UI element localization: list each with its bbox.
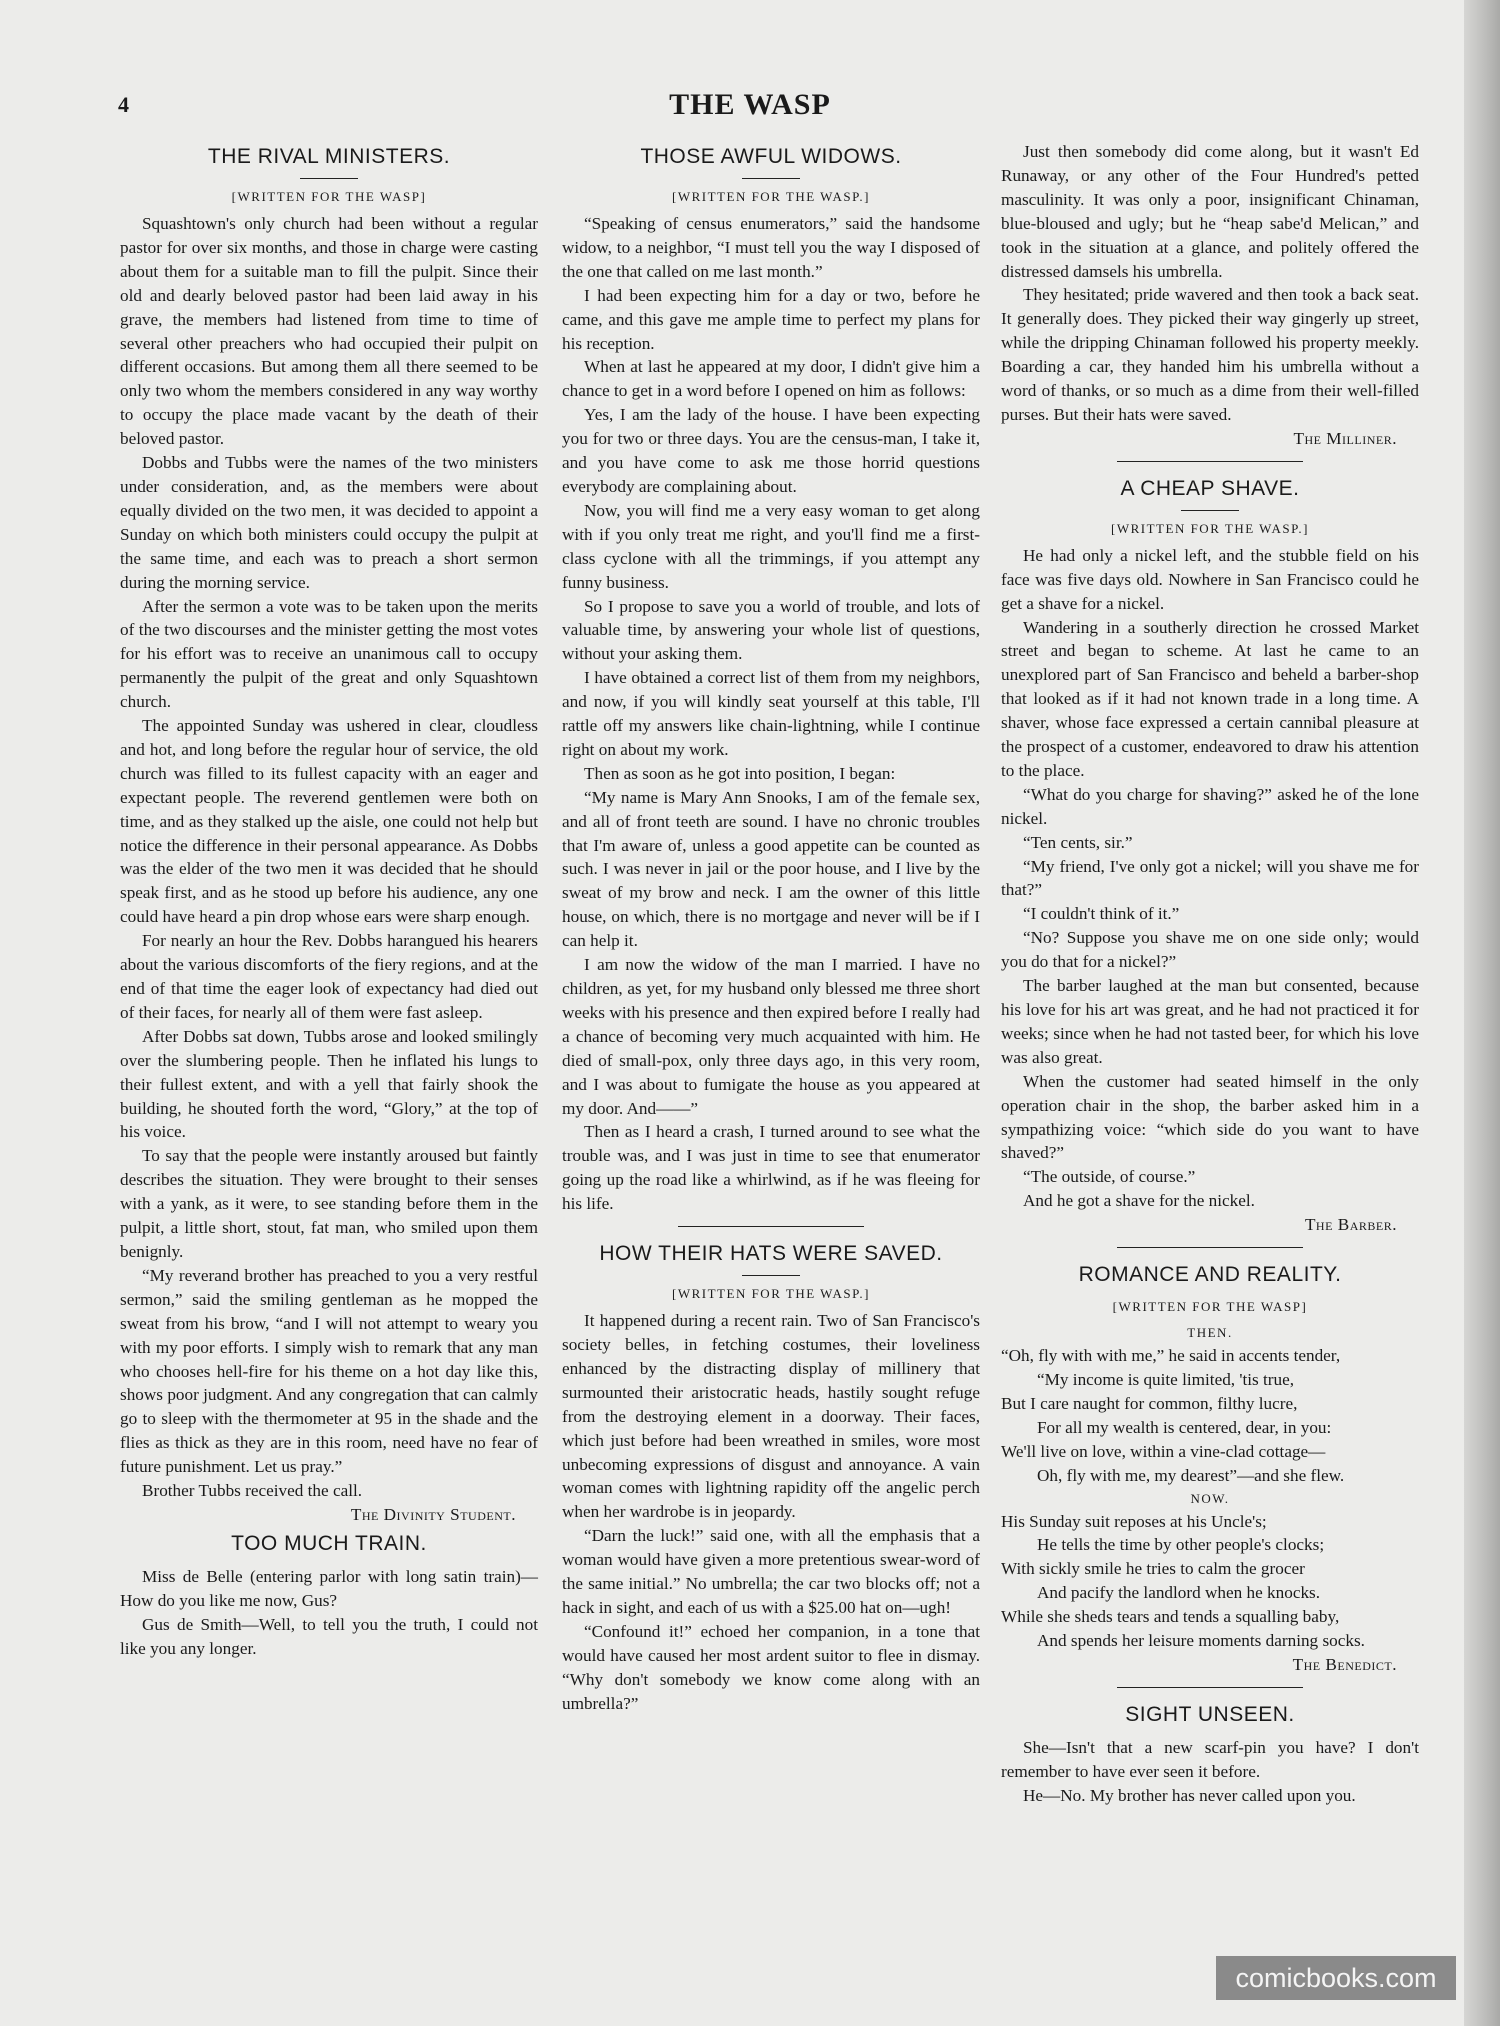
section-rule: [1117, 461, 1303, 462]
written-for-note: [WRITTEN FOR THE WASP]: [1112, 1299, 1308, 1315]
written-for-note: [WRITTEN FOR THE WASP.]: [672, 189, 870, 204]
paragraph: It happened during a recent rain. Two of San Francisco's society belles, in fetching costumes, their loveliness enhanced by the distracting display of millinery that surmounted their aristocratic heads, hastily sought refuge from the destroying element in a doorway. Their faces, which just before had been wreathed in smiles, wore most unbecoming expressions of disgust and annoyance. A vain woman comes with lightning rapidity off the angelic perch when her wardrobe is in jeopardy.: [562, 1311, 980, 1522]
paragraph: I have obtained a correct list of them from my neighbors, and now, if you will kindly seat yourself at this table, I'll rattle off my answers like chain-lightning, while I continue right on about my work.: [562, 668, 980, 759]
written-for-note: [WRITTEN FOR THE WASP.]: [1111, 520, 1309, 536]
paragraph: He—No. My brother has never called upon you.: [1023, 1785, 1356, 1805]
short-rule: [742, 178, 800, 179]
paragraph: After Dobbs sat down, Tubbs arose and looked smilingly over the slumbering people. Then he inflated his lungs to their fullest extent, and with a yell that fairly shook the building, he shouted forth the word, “Glory,” at the top of his voice.: [120, 1026, 538, 1142]
verse-heading: NOW.: [1190, 1490, 1230, 1506]
verse-line-indented: “My income is quite limited, 'tis true,: [1037, 1369, 1295, 1389]
written-for-note: [WRITTEN FOR THE WASP]: [231, 189, 427, 204]
paragraph: Then as I heard a crash, I turned around to see what the trouble was, and I was just in time to see that enumerator going up the road like a whirlwind, as if he was fleeing for his life.: [562, 1122, 980, 1214]
paragraph: When the customer had seated himself in the only operation chair in the shop, the barber asked him in a sympathizing voice: “which side do you want to have shaved?”: [1001, 1071, 1419, 1163]
section-rule: [1117, 1687, 1303, 1688]
page-number: 4: [118, 92, 129, 117]
article-title: ROMANCE AND REALITY.: [1078, 1263, 1342, 1287]
paragraph: Miss de Belle (entering parlor with long satin train)—How do you like me now, Gus?: [120, 1566, 538, 1610]
paragraph: Wandering in a southerly direction he crossed Market street and began to scheme. At last he came to an unexplored part of San Francisco and beheld a barber-shop that looked as if it had not known trade in a long time. A shaver, whose face expressed a certain cannibal pleasure at the prospect of a customer, endeavored to draw his attention to the place.: [1001, 617, 1419, 780]
article-title: TOO MUCH TRAIN.: [231, 1531, 427, 1555]
verse-line-indented: He tells the time by other people's clocks;: [1037, 1535, 1325, 1555]
paragraph: For nearly an hour the Rev. Dobbs harangued his hearers about the various discomforts of the fiery regions, and at the end of that time the eager look of expectancy had died out of their faces, for nearly all of them were fast asleep.: [120, 931, 538, 1022]
paragraph: And he got a shave for the nickel.: [1023, 1191, 1255, 1211]
column-2: [562, 140, 980, 1715]
article-title: THOSE AWFUL WIDOWS.: [640, 145, 902, 168]
verse-line: With sickly smile he tries to calm the grocer: [1001, 1559, 1305, 1579]
byline-signature: The Benedict.: [1292, 1654, 1397, 1674]
verse-line: But I care naught for common, filthy lucre,: [1001, 1393, 1298, 1413]
column-1: [120, 140, 538, 1660]
page-edge-shadow: [1464, 0, 1500, 2026]
short-rule: [742, 1275, 800, 1276]
paragraph: Then as soon as he got into position, I began:: [584, 763, 896, 783]
paragraph: “My name is Mary Ann Snooks, I am of the female sex, and all of front teeth are sound. I have no chronic troubles that I'm aware of, unless a good appetite can be counted as such. I was never in jail or the poor house, and I live by the sweat of my brow and neck. I am the owner of this little house, on which, there is no mortgage and never will be if I can help it.: [562, 787, 980, 951]
paragraph: “What do you charge for shaving?” asked he of the lone nickel.: [1001, 784, 1419, 828]
verse-line-indented: And spends her leisure moments darning socks.: [1037, 1631, 1365, 1651]
article-title: A CHEAP SHAVE.: [1120, 476, 1300, 500]
paragraph: Yes, I am the lady of the house. I have been expecting you for two or three days. You are the census-man, I take it, and you have come to ask me those horrid questions everybody are complaining about.: [562, 405, 980, 496]
paragraph: “I couldn't think of it.”: [1023, 904, 1180, 924]
verse-line: While she sheds tears and tends a squalling baby,: [1001, 1607, 1340, 1627]
paragraph: They hesitated; pride wavered and then took a back seat. It generally does. They picked their way gingerly up street, while the dripping Chinaman followed his property meekly. Boarding a car, they handed him his umbrella without a word of thanks, or so much as a dime from their well-filled purses. But their hats were saved.: [1001, 285, 1419, 424]
byline-signature: The Milliner.: [1293, 428, 1397, 448]
paragraph: To say that the people were instantly aroused but faintly describes the situation. They were brought to their senses with a yank, as it were, to see standing before them in the pulpit, a little short, stout, fat man, who smiled upon them benignly.: [120, 1146, 538, 1261]
paragraph: Brother Tubbs received the call.: [142, 1481, 363, 1501]
paragraph: She—Isn't that a new scarf-pin you have? I don't remember to have ever seen it before.: [1001, 1737, 1419, 1781]
paragraph: Squashtown's only church had been without a regular pastor for over six months, and those in charge were casting about them for a suitable man to fill the pulpit. Since their old and dearly beloved pastor had been laid away in his grave, the members had listened from time to time of several other preachers who had occupied their pulpit on different occasions. But among them all there seemed to be only two whom the members considered in any way worthy to occupy the place made vacant by the death of their beloved pastor.: [120, 214, 538, 449]
article-title: SIGHT UNSEEN.: [1125, 1702, 1295, 1726]
verse-line-indented: For all my wealth is centered, dear, in you:: [1037, 1417, 1332, 1437]
masthead-title: THE WASP: [669, 88, 831, 121]
verse-line: “Oh, fly with with me,” he said in accents tender,: [1001, 1346, 1341, 1366]
article-title: HOW THEIR HATS WERE SAVED.: [599, 1242, 943, 1266]
paragraph: The appointed Sunday was ushered in clear, cloudless and hot, and long before the regular hour of service, the old church was filled to its fullest capacity with an eager and expectant people. The reverend gentlemen were both on time, and as they stalked up the aisle, one could not help but notice the difference in their personal appearance. As Dobbs was the elder of the two men it was decided that he should speak first, and as he stood up before his audience, any one could have heard a pin drop whose ears were sharp enough.: [120, 716, 538, 927]
article-title: THE RIVAL MINISTERS.: [207, 145, 451, 168]
verse-line: We'll live on love, within a vine-clad cottage—: [1001, 1441, 1326, 1461]
section-rule: [678, 1226, 864, 1227]
byline-signature: The Barber.: [1304, 1215, 1397, 1235]
verse-line-indented: And pacify the landlord when he knocks.: [1037, 1583, 1321, 1603]
paragraph: “Ten cents, sir.”: [1023, 832, 1133, 852]
paragraph: “Speaking of census enumerators,” said the handsome widow, to a neighbor, “I must tell you the way I disposed of the one that called on me last month.”: [562, 214, 980, 281]
column-3: [1001, 140, 1419, 1808]
paragraph: After the sermon a vote was to be taken upon the merits of the two discourses and the minister getting the most votes for his effort was to receive an unanimous call to occupy permanently the pulpit of the great and only Squashtown church.: [120, 596, 538, 712]
byline-signature: The Divinity Student.: [350, 1504, 516, 1524]
paragraph: “Confound it!” echoed her companion, in a tone that would have caused her most ardent suitor to flee in dismay. “Why don't somebody we know come along with an umbrella?”: [562, 1621, 980, 1713]
paragraph: I had been expecting him for a day or two, before he came, and this gave me ample time to perfect my plans for his reception.: [562, 285, 980, 353]
paragraph: Gus de Smith—Well, to tell you the truth, I could not like you any longer.: [120, 1614, 538, 1658]
paragraph: The barber laughed at the man but consented, because his love for his art was great, and he had not practiced it for weeks; since when he had not tasted beer, for which his love was also great.: [1001, 976, 1419, 1067]
paragraph: He had only a nickel left, and the stubble field on his face was five days old. Nowhere in San Francisco could he get a shave for a nickel.: [1001, 545, 1419, 613]
paragraph: When at last he appeared at my door, I didn't give him a chance to get in a word before I opened on him as follows:: [562, 357, 980, 401]
paragraph: “No? Suppose you shave me on one side only; would you do that for a nickel?”: [1001, 928, 1419, 972]
paragraph: “My reverand brother has preached to you a very restful sermon,” said the smiling gentleman as he mopped the sweat from his brow, “and I will not attempt to weary you with my poor efforts. I simply wish to remark that any man who chooses hell-fire for his theme on a hot day like this, shows poor judgment. And any congregation that can calmly go to sleep with the thermometer at 95 in the shade and the flies as thick as they are in this room, need have no fear of future punishment. Let us pray.”: [120, 1265, 538, 1477]
section-rule: [1117, 1247, 1303, 1248]
verse-line: His Sunday suit reposes at his Uncle's;: [1001, 1511, 1267, 1531]
paragraph: Just then somebody did come along, but it wasn't Ed Runaway, or any other of the Four Hundred's petted masculinity. It was only a poor, insignificant Chinaman, blue-bloused and ugly; but he “heap sabe'd Melican,” and took in the situation at a glance, and politely offered the distressed damsels his umbrella.: [1001, 142, 1419, 281]
written-for-note: [WRITTEN FOR THE WASP.]: [672, 1286, 870, 1302]
paragraph: So I propose to save you a world of trouble, and lots of valuable time, by answering your whole list of questions, without your asking them.: [562, 596, 980, 664]
paragraph: “The outside, of course.”: [1023, 1167, 1196, 1187]
verse-line-indented: Oh, fly with me, my dearest”—and she flew.: [1037, 1465, 1345, 1485]
paragraph: “Darn the luck!” said one, with all the emphasis that a woman would have given a more pretentious swear-word of the same initial.” No umbrella; the car two blocks off; not a hack in sight, and each of us with a $25.00 hat on—ugh!: [562, 1526, 980, 1617]
short-rule: [300, 178, 358, 179]
watermark-logo: comicbooks.com: [1216, 1956, 1456, 2000]
paragraph: I am now the widow of the man I married. I have no children, as yet, for my husband only blessed me three short weeks with his presence and then expired before I really had a chance of becoming very much acquainted with him. He died of small-pox, only three days ago, in this very room, and I was about to fumigate the house as you appeared at my door. And——”: [562, 955, 980, 1118]
short-rule: [1181, 510, 1239, 511]
paragraph: Dobbs and Tubbs were the names of the two ministers under consideration, and, as the members were about equally divided on the two men, it was decided to appoint a Sunday on which both ministers could occupy the pulpit at the same time, and each was to preach a short sermon during the morning service.: [120, 453, 538, 592]
verse-heading: THEN.: [1187, 1325, 1233, 1341]
paragraph: “My friend, I've only got a nickel; will you shave me for that?”: [1001, 856, 1419, 900]
paragraph: Now, you will find me a very easy woman to get along with if you only treat me right, and you'll find me a first-class cyclone with all the trimmings, if you attempt any funny business.: [562, 500, 980, 592]
